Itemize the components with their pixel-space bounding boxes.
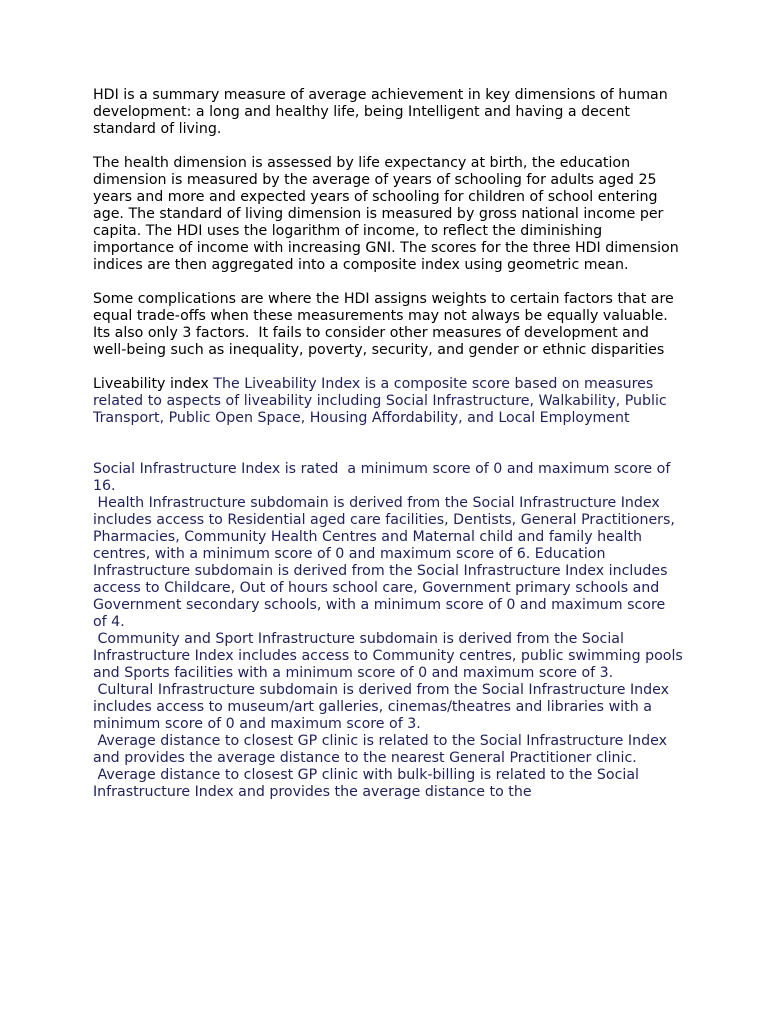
- social-infrastructure-rating: Social Infrastructure Index is rated a minimum score of 0 and maximum score of 16.: [93, 461, 675, 494]
- hdi-complications-paragraph: Some complications are where the HDI assigns weights to certain factors that are equal trade-offs when these measurements may not always be equally valuable. Its also only 3 factors. It fails to consider other measures of development and well-being such as inequality, poverty, security, and gender or ethnic disparities: [93, 291, 679, 358]
- liveability-label: Liveability index: [93, 376, 209, 392]
- liveability-description: The Liveability Index is a composite score based on measures related to aspects of liveability including Social Infrastructure, Walkability, Public Transport, Public Open Space, Housing Affordability, and Local Employment: [93, 376, 672, 426]
- document-page: [93, 87, 688, 801]
- gp-bulk-billing-paragraph: Average distance to closest GP clinic with bulk-billing is related to the Social Infrastructure Index and provides the average distance to the: [93, 767, 644, 800]
- hdi-intro-paragraph: HDI is a summary measure of average achievement in key dimensions of human development: a long and healthy life, being Intelligent and having a decent standard of living.: [93, 87, 673, 137]
- hdi-dimensions-paragraph: The health dimension is assessed by life expectancy at birth, the education dimension is measured by the average of years of schooling for adults aged 25 years and more and expected years of schooling for children of school entering age. The standard of living dimension is measured by gross national income per capita. The HDI uses the logarithm of income, to reflect the diminishing importance of income with increasing GNI. The scores for the three HDI dimension indices are then aggregated into a composite index using geometric mean.: [93, 155, 684, 273]
- cultural-paragraph: Cultural Infrastructure subdomain is derived from the Social Infrastructure Index includes access to museum/art galleries, cinemas/theatres and libraries with a minimum score of 0 and maximum score of 3.: [93, 682, 674, 732]
- liveability-paragraph: [93, 376, 683, 427]
- gp-distance-paragraph: Average distance to closest GP clinic is related to the Social Infrastructure Index and provides the average distance to the nearest General Practitioner clinic.: [93, 733, 672, 766]
- community-sport-paragraph: Community and Sport Infrastructure subdomain is derived from the Social Infrastructure Index includes access to Community centres, public swimming pools and Sports facilities with a minimum score of 0 and maximum score of 3.: [93, 631, 688, 681]
- health-education-paragraph: Health Infrastructure subdomain is derived from the Social Infrastructure Index includes access to Residential aged care facilities, Dentists, General Practitioners, Pharmacies, Community Health Centres and Maternal child and family health centres, with a minimum score of 0 and maximum score of 6. Education Infrastructure subdomain is derived from the Social Infrastructure Index includes access to Childcare, Out of hours school care, Government primary schools and Government secondary schools, with a minimum score of 0 and maximum score of 4.: [93, 495, 680, 630]
- paragraph-spacer: [93, 427, 683, 461]
